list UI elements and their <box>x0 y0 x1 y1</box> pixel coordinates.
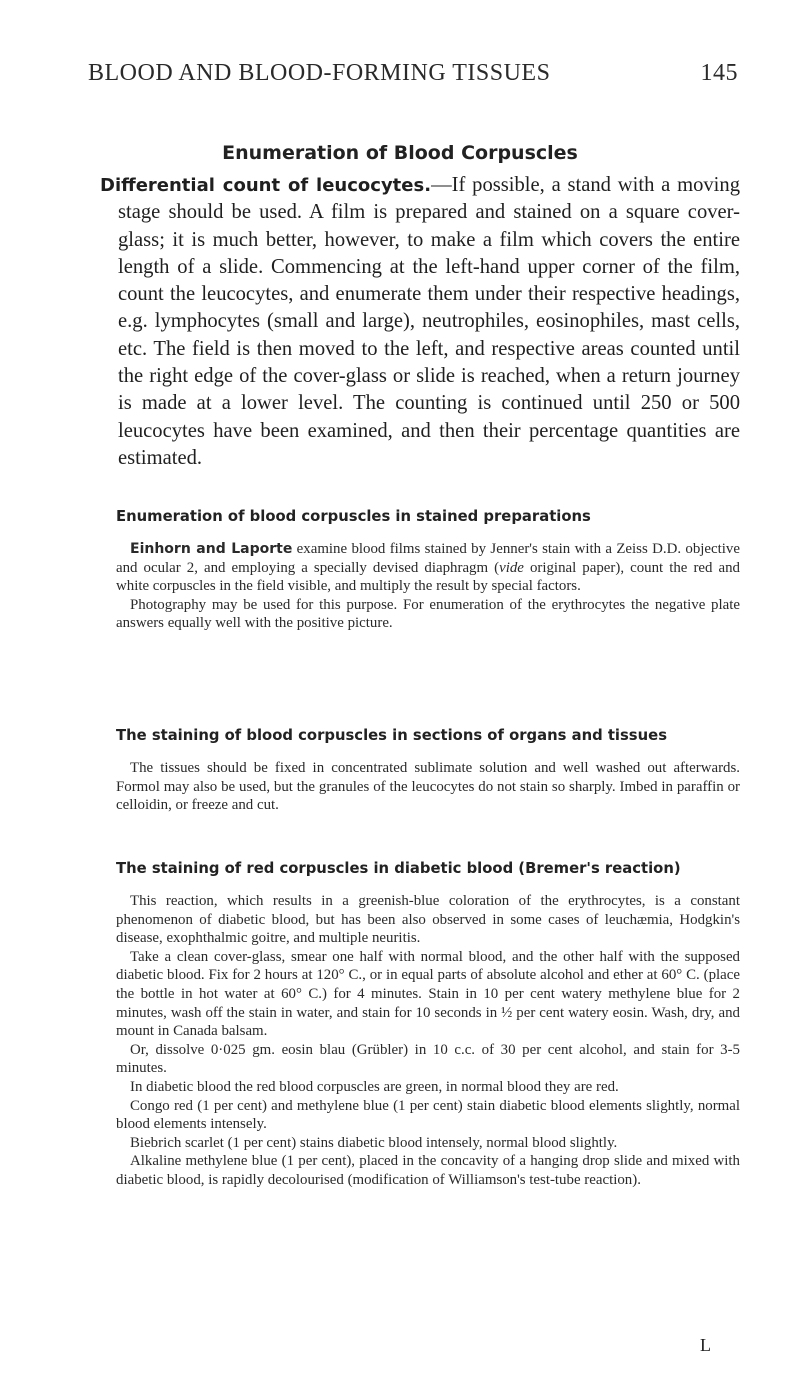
stained-preparations-body <box>116 540 740 633</box>
bremer-paragraph: Alkaline methylene blue (1 per cent), placed in the concavity of a hanging drop slide and mixed with diabetic blood, is rapidly decolourised (modification of Williamson's test-tube reaction). <box>116 1153 740 1188</box>
sections-staining-heading: The staining of blood corpuscles in sections of organs and tissues <box>116 727 667 744</box>
photography-paragraph: Photography may be used for this purpose. For enumeration of the erythrocytes the negative plate answers equally well with the positive picture. <box>116 596 740 632</box>
differential-count-text: —If possible, a stand with a moving stage should be used. A film is prepared and stained on a square cover-glass; it is much better, however, to make a film which covers the entire length of a slide. Commencing at the left-hand upper corner of the film, count the leucocytes, and enumerate them under their respective headings, e.g. lymphocytes (small and large), neutrophiles, eosinophiles, mast cells, etc. The field is then moved to the left, and respective areas counted until the right edge of the cover-glass or slide is reached, when a return journey is made at a lower level. The counting is continued until 250 or 500 leucocytes have been examined, and then their percentage quantities are estimated. <box>118 174 740 469</box>
signature-mark: L <box>700 1335 711 1355</box>
bremer-body <box>116 892 740 1190</box>
einhorn-text-2: original paper), count the red and white corpuscles in the field visible, and multiply the result by special factors. <box>116 559 740 595</box>
bremer-paragraph: Congo red (1 per cent) and methylene blue (1 per cent) stain diabetic blood elements slightly, normal blood elements intensely. <box>116 1097 740 1133</box>
einhorn-lead: Einhorn and Laporte <box>130 541 293 557</box>
sections-staining-paragraph: The tissues should be fixed in concentrated sublimate solution and well washed out afterwards. Formol may also be used, but the granules of the leucocytes do not stain so sharply. Imbed in paraffin or celloidin, or freeze and cut. <box>116 760 740 814</box>
page-number: 145 <box>700 60 738 86</box>
running-head <box>88 60 738 87</box>
bremer-paragraph: In diabetic blood the red blood corpuscles are green, in normal blood they are red. <box>130 1078 619 1095</box>
einhorn-text-1: examine blood films stained by Jenner's stain with a Zeiss D.D. objective and ocular 2, and employing a specially devised diaphragm ( <box>116 541 740 576</box>
bremer-paragraph: Biebrich scarlet (1 per cent) stains diabetic blood intensely, normal blood slightly. <box>130 1134 618 1151</box>
bremer-paragraph: Take a clean cover-glass, smear one half with normal blood, and the other half with the supposed diabetic blood. Fix for 2 hours at 120° C., or in equal parts of absolute alcohol and ether at 60° C. (place the bottle in hot water at 60° C.) for 4 minutes. Stain in 10 per cent watery methylene blue for 2 minutes, wash off the stain in water, and stain for 10 seconds in ½ per cent watery eosin. Wash, dry, and mount in Canada balsam. <box>116 948 740 1040</box>
bremer-paragraph: This reaction, which results in a greenish-blue coloration of the erythrocytes, is a constant phenomenon of diabetic blood, but has been also observed in some cases of leuchæmia, Hodgkin's disease, exophthalmic goitre, and multiple neuritis. <box>116 893 740 947</box>
running-head-title: BLOOD AND BLOOD-FORMING TISSUES <box>88 60 551 86</box>
bremer-paragraph: Or, dissolve 0·025 gm. eosin blau (Grübler) in 10 c.c. of 30 per cent alcohol, and stain for 3-5 minutes. <box>116 1041 740 1077</box>
differential-count-paragraph <box>100 172 740 472</box>
bremer-heading: The staining of red corpuscles in diabetic blood (Bremer's reaction) <box>116 860 681 877</box>
section-title: Enumeration of Blood Corpuscles <box>222 142 578 164</box>
sections-staining-body <box>116 759 740 815</box>
differential-count-lead: Differential count of leucocytes. <box>100 175 432 196</box>
stained-preparations-heading: Enumeration of blood corpuscles in stained preparations <box>116 508 591 525</box>
einhorn-paragraph <box>116 540 740 596</box>
vide-word: vide <box>499 559 524 576</box>
